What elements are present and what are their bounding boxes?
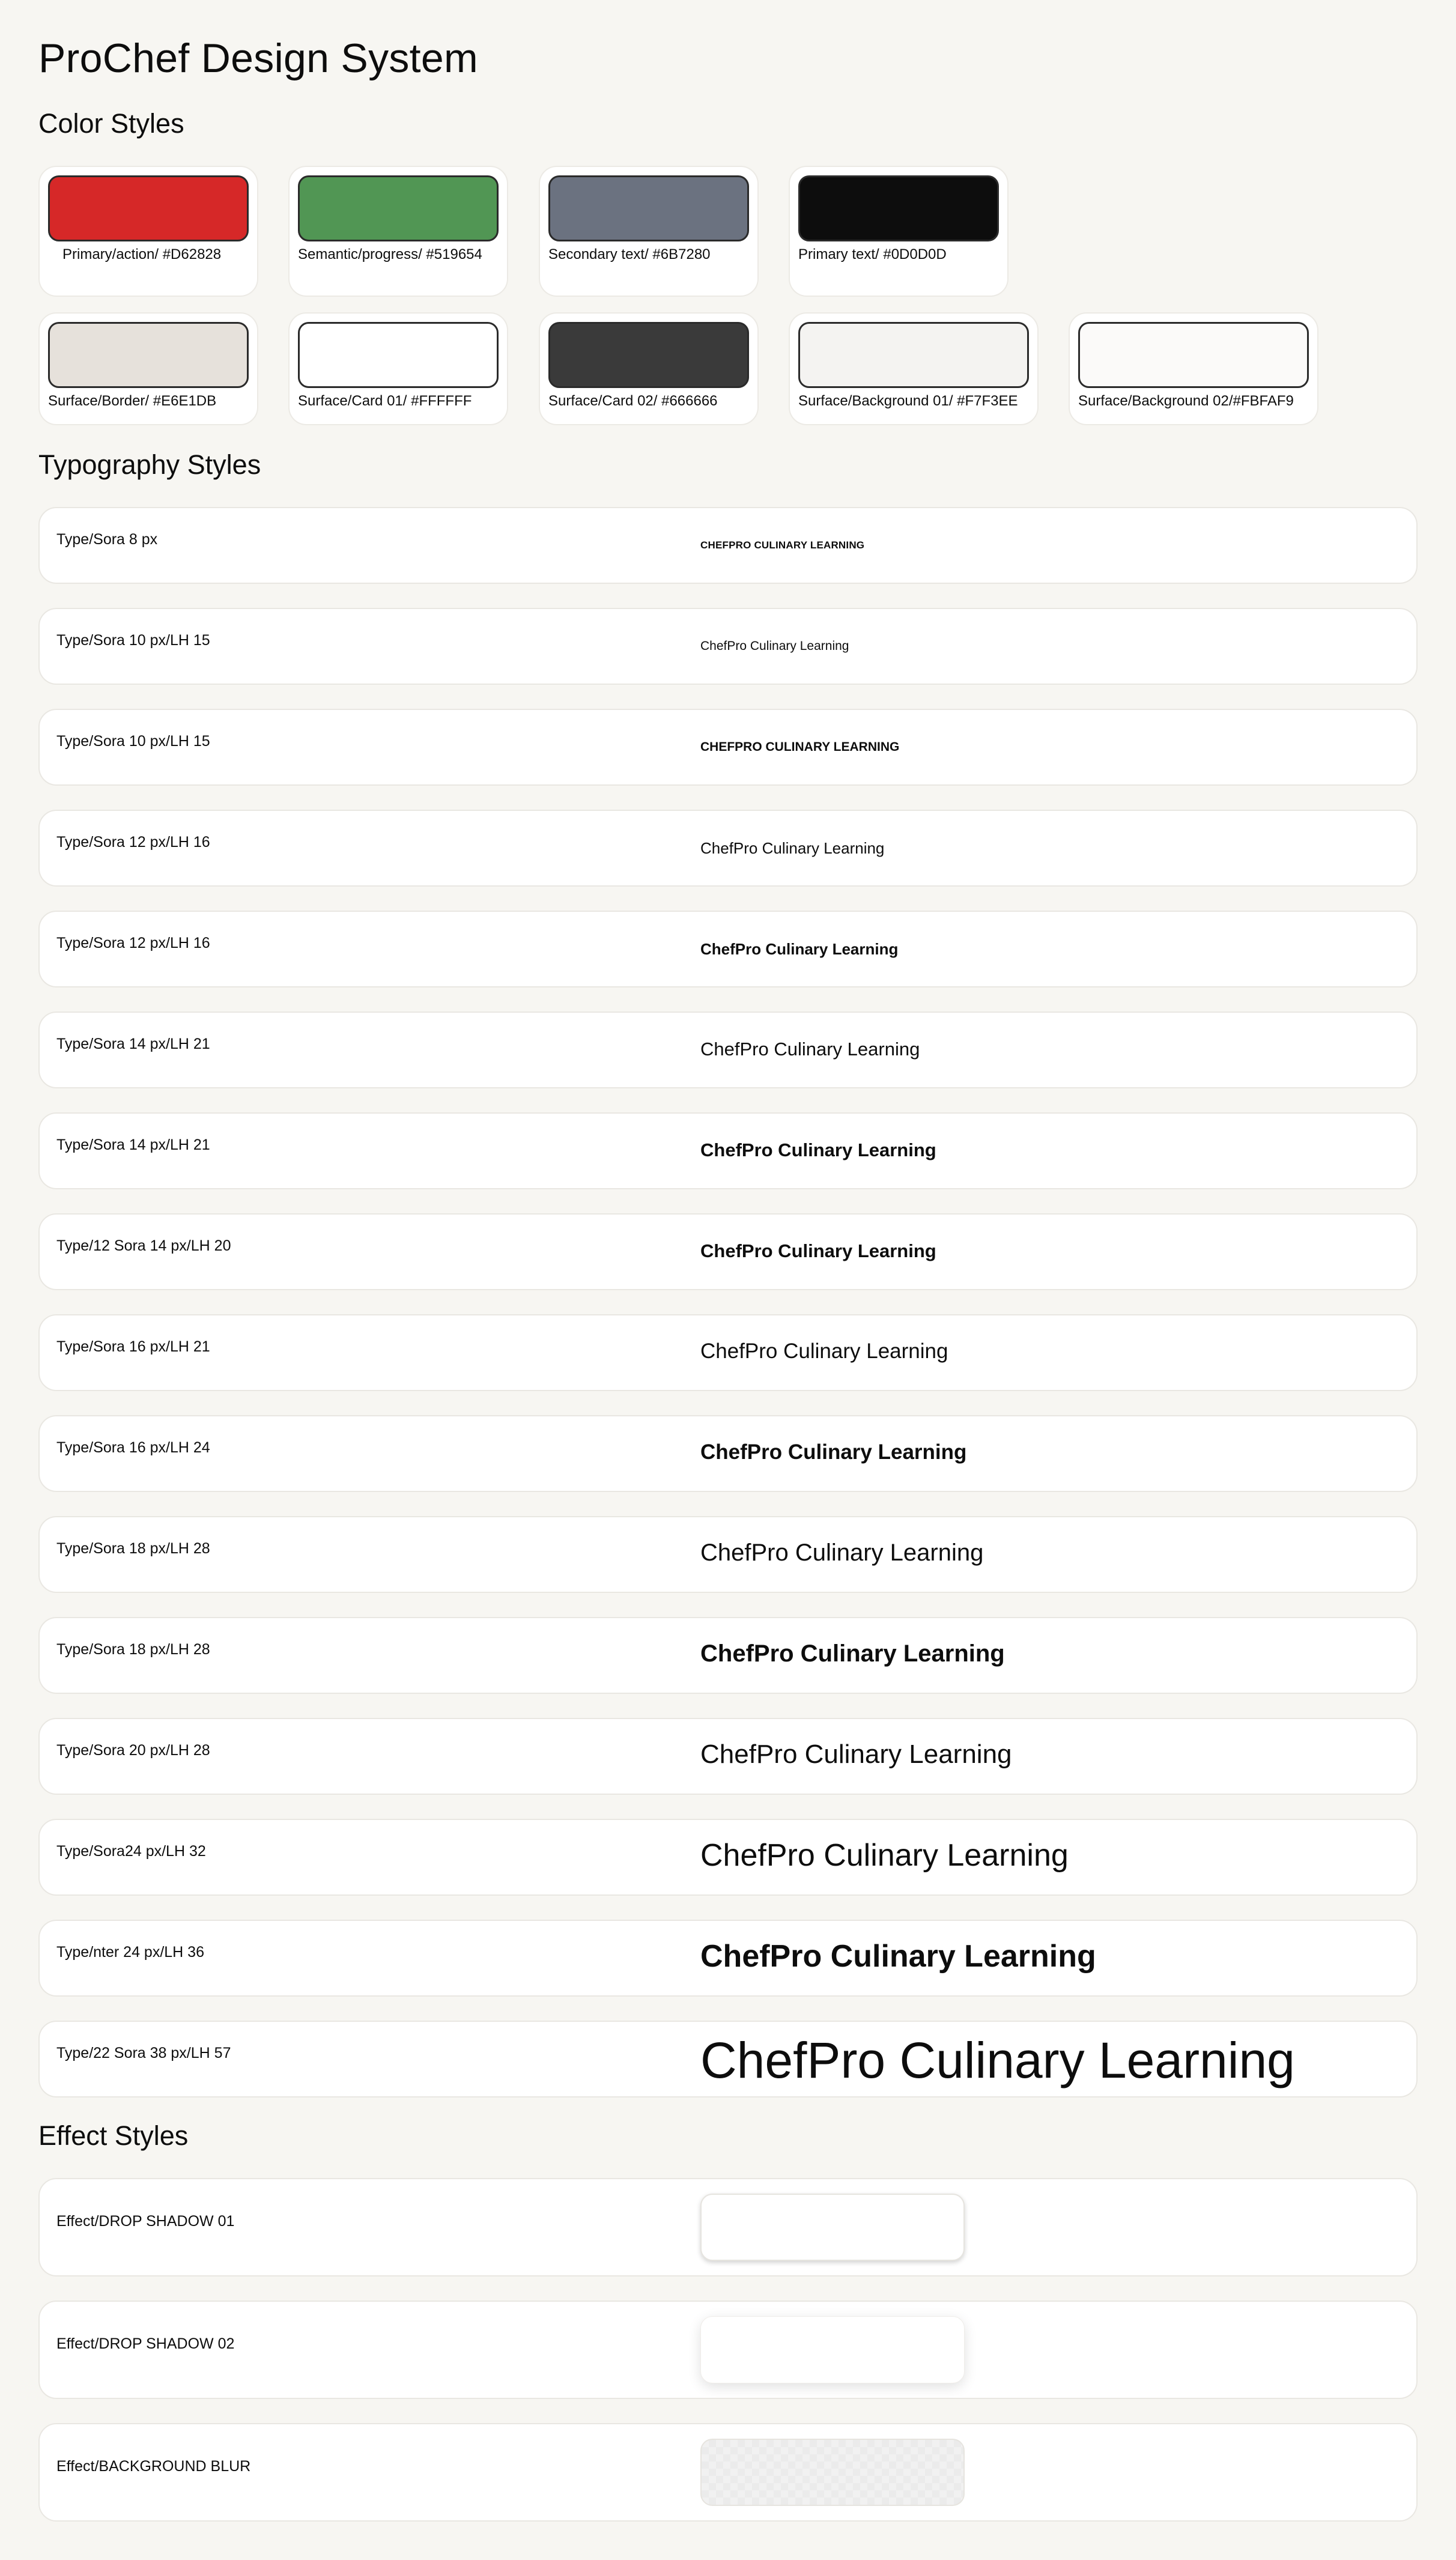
type-style-name: Type/Sora 10 px/LH 15 <box>56 632 210 649</box>
type-sample: ChefPro Culinary Learning <box>700 1740 1012 1769</box>
swatch-label: Surface/Background 01/ #F7F3EE <box>798 393 1018 409</box>
swatch-surface-background-01[interactable] <box>789 312 1039 425</box>
type-row[interactable] <box>38 1617 1418 1694</box>
type-row[interactable] <box>38 810 1418 887</box>
type-row[interactable] <box>38 1012 1418 1088</box>
type-style-name: Type/Sora 16 px/LH 21 <box>56 1338 210 1355</box>
swatch-label: Surface/Card 02/ #666666 <box>548 393 718 409</box>
type-row[interactable] <box>38 1112 1418 1189</box>
type-style-name: Type/Sora 18 px/LH 28 <box>56 1641 210 1658</box>
swatch-surface-card-02[interactable] <box>539 312 759 425</box>
type-row[interactable] <box>38 709 1418 786</box>
effect-row[interactable] <box>38 2178 1418 2276</box>
swatch-color-chip <box>298 175 499 241</box>
page-title: ProChef Design System <box>38 35 478 81</box>
swatch-color-chip <box>548 175 749 241</box>
type-sample: ChefPro Culinary Learning <box>700 2032 1295 2088</box>
drop-shadow-01-preview <box>700 2194 965 2261</box>
type-style-name: Type/Sora 20 px/LH 28 <box>56 1742 210 1759</box>
effect-styles-heading: Effect Styles <box>38 2120 189 2151</box>
type-sample: ChefPro Culinary Learning <box>700 1339 948 1363</box>
type-style-name: Type/Sora 10 px/LH 15 <box>56 733 210 750</box>
effect-style-name: Effect/DROP SHADOW 01 <box>56 2213 235 2230</box>
swatch-color-chip <box>298 322 499 388</box>
type-style-name: Type/Sora 14 px/LH 21 <box>56 1036 210 1052</box>
type-sample: ChefPro Culinary Learning <box>700 1539 984 1566</box>
type-style-name: Type/Sora 12 px/LH 16 <box>56 834 210 851</box>
type-sample: ChefPro Culinary Learning <box>700 639 849 653</box>
type-style-name: Type/Sora 18 px/LH 28 <box>56 1540 210 1557</box>
swatch-semantic-progress[interactable] <box>288 166 508 297</box>
type-style-name: Type/Sora 14 px/LH 21 <box>56 1136 210 1153</box>
type-sample: ChefPro Culinary Learning <box>700 1240 936 1261</box>
type-row[interactable] <box>38 1415 1418 1492</box>
type-style-name: Type/Sora 12 px/LH 16 <box>56 935 210 951</box>
drop-shadow-02-preview <box>700 2316 965 2383</box>
type-sample: ChefPro Culinary Learning <box>700 1139 936 1160</box>
type-row[interactable] <box>38 1213 1418 1290</box>
swatch-color-chip <box>48 175 249 241</box>
swatch-primary-action[interactable] <box>38 166 258 297</box>
swatch-color-chip <box>798 322 1029 388</box>
type-row[interactable] <box>38 1920 1418 1997</box>
type-sample: ChefPro Culinary Learning <box>700 1039 920 1060</box>
type-style-name: Type/Sora 16 px/LH 24 <box>56 1439 210 1456</box>
type-sample: CHEFPRO CULINARY LEARNING <box>700 740 900 754</box>
swatch-color-chip <box>48 322 249 388</box>
type-sample: ChefPro Culinary Learning <box>700 839 885 857</box>
type-sample: ChefPro Culinary Learning <box>700 1640 1005 1667</box>
type-sample: ChefPro Culinary Learning <box>700 940 899 958</box>
type-row[interactable] <box>38 1718 1418 1795</box>
swatch-label: Surface/Background 02/#FBFAF9 <box>1078 393 1294 409</box>
type-row[interactable] <box>38 507 1418 584</box>
type-style-name: Type/12 Sora 14 px/LH 20 <box>56 1237 231 1254</box>
swatch-surface-background-02[interactable] <box>1069 312 1318 425</box>
swatch-label: Surface/Card 01/ #FFFFFF <box>298 393 472 409</box>
swatch-label: Primary/action/ #D62828 <box>62 246 222 262</box>
swatch-label: Surface/Border/ #E6E1DB <box>48 393 217 409</box>
swatch-label: Secondary text/ #6B7280 <box>548 246 711 262</box>
swatch-label: Primary text/ #0D0D0D <box>798 246 947 262</box>
type-row[interactable] <box>38 1314 1418 1391</box>
type-row[interactable] <box>38 2021 1418 2097</box>
swatch-label: Semantic/progress/ #519654 <box>298 246 482 262</box>
type-style-name: Type/Sora24 px/LH 32 <box>56 1843 206 1860</box>
type-row[interactable] <box>38 1819 1418 1896</box>
swatch-color-chip <box>1078 322 1309 388</box>
background-blur-preview <box>700 2439 965 2506</box>
type-row[interactable] <box>38 608 1418 685</box>
effect-row[interactable] <box>38 2301 1418 2399</box>
effect-style-name: Effect/DROP SHADOW 02 <box>56 2335 235 2352</box>
swatch-surface-card-01[interactable] <box>288 312 508 425</box>
swatch-secondary-text[interactable] <box>539 166 759 297</box>
type-sample: CHEFPRO CULINARY LEARNING <box>700 539 865 551</box>
effect-row[interactable] <box>38 2423 1418 2522</box>
swatch-primary-text[interactable] <box>789 166 1009 297</box>
type-row[interactable] <box>38 911 1418 987</box>
type-row[interactable] <box>38 1516 1418 1593</box>
type-sample: ChefPro Culinary Learning <box>700 1939 1096 1974</box>
swatch-color-chip <box>798 175 999 241</box>
type-style-name: Type/nter 24 px/LH 36 <box>56 1944 204 1961</box>
effect-style-name: Effect/BACKGROUND BLUR <box>56 2458 251 2475</box>
color-styles-heading: Color Styles <box>38 108 184 139</box>
type-style-name: Type/22 Sora 38 px/LH 57 <box>56 2045 231 2061</box>
type-sample: ChefPro Culinary Learning <box>700 1838 1069 1873</box>
type-style-name: Type/Sora 8 px <box>56 531 158 548</box>
swatch-color-chip <box>548 322 749 388</box>
swatch-surface-border[interactable] <box>38 312 258 425</box>
type-sample: ChefPro Culinary Learning <box>700 1440 967 1464</box>
typography-styles-heading: Typography Styles <box>38 449 261 480</box>
